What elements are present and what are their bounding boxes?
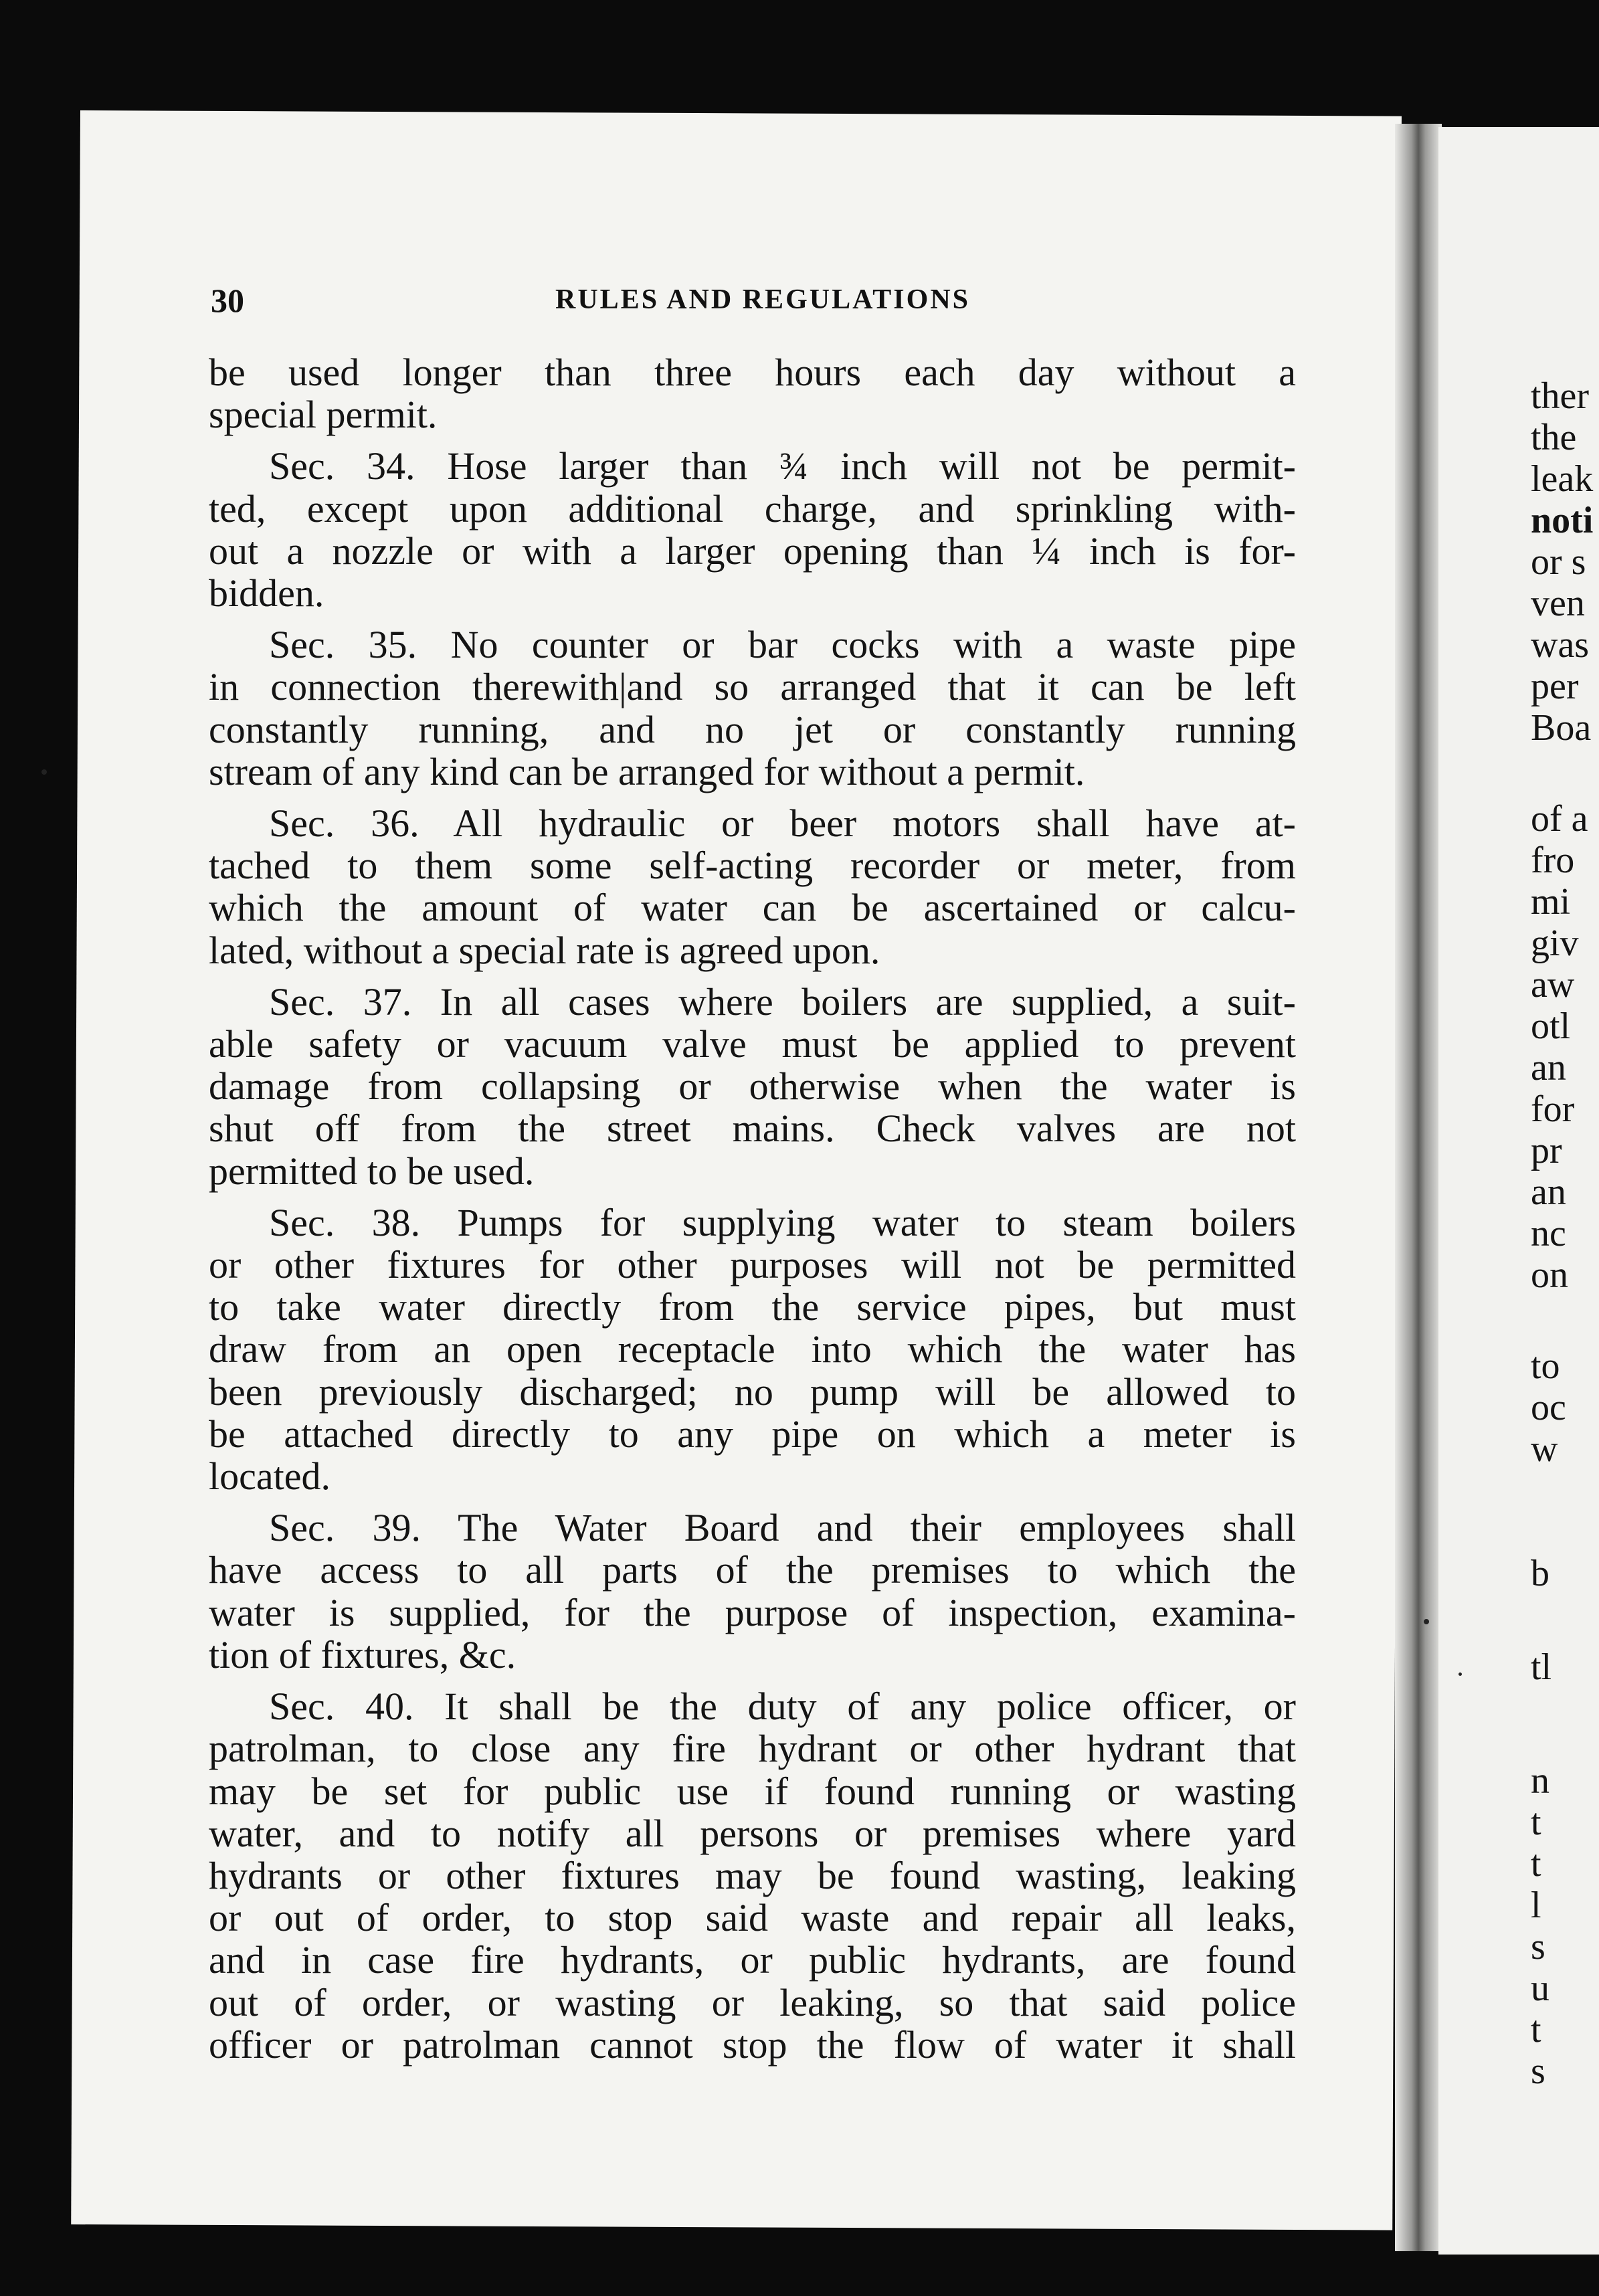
fragment: Boa xyxy=(1531,707,1592,749)
fragment: tl xyxy=(1531,1646,1552,1688)
text-line: in connection therewith|and so arranged that it can be left xyxy=(209,665,1296,709)
fragment: was xyxy=(1531,624,1590,666)
fragment: oc xyxy=(1531,1387,1566,1428)
text-line: to take water directly from the service pipes, but must xyxy=(209,1285,1296,1329)
text-line: water, and to notify all persons or premises where yard xyxy=(209,1811,1296,1855)
fragment: w xyxy=(1531,1428,1558,1470)
fragment: t xyxy=(1531,1802,1541,1843)
fragment: ther xyxy=(1531,375,1590,417)
fragment: mi xyxy=(1531,881,1571,923)
fragment: fro xyxy=(1531,840,1575,881)
text-line: tion of fixtures, &c. xyxy=(209,1632,516,1677)
fragment: s xyxy=(1531,1926,1545,1968)
fragment: an xyxy=(1531,1047,1566,1088)
text-line: lated, without a special rate is agreed upon. xyxy=(209,928,880,972)
fragment: pr xyxy=(1531,1130,1562,1171)
text-line: ted, except upon additional charge, and sprinkling with- xyxy=(209,486,1296,531)
scan-speck xyxy=(1459,1672,1462,1676)
text-line: hydrants or other fixtures may be found wasting, leaking xyxy=(209,1853,1296,1897)
text-line: have access to all parts of the premises to which the xyxy=(209,1548,1296,1592)
text-line: be used longer than three hours each day without a xyxy=(209,351,1296,394)
text-line: damage from collapsing or otherwise when the water is xyxy=(209,1064,1296,1109)
section-36-line: Sec. 36. All hydraulic or beer motors shall have at- xyxy=(269,801,1296,846)
fragment: ven xyxy=(1531,583,1585,624)
text-line: permitted to be used. xyxy=(209,1149,535,1193)
section-34-line: Sec. 34. Hose larger than ¾ inch will not be permit- xyxy=(269,444,1296,488)
section-37-line: Sec. 37. In all cases where boilers are supplied, a suit- xyxy=(269,979,1296,1024)
text-line: or other fixtures for other purposes will not be permitted xyxy=(209,1243,1296,1287)
text-line: out of order, or wasting or leaking, so that said police xyxy=(209,1980,1296,2024)
fragment: per xyxy=(1531,666,1579,707)
book-gutter xyxy=(1395,124,1442,2251)
scan-speck xyxy=(1424,1619,1429,1624)
fragment: s xyxy=(1531,2050,1545,2092)
running-head xyxy=(130,281,1268,321)
fragment: for xyxy=(1531,1088,1575,1130)
text-line: be attached directly to any pipe on which a meter is xyxy=(209,1412,1296,1456)
section-38-line: Sec. 38. Pumps for supplying water to steam boilers xyxy=(269,1200,1296,1244)
scan-speck xyxy=(41,769,47,775)
fragment: to xyxy=(1531,1345,1560,1387)
text-line: may be set for public use if found running or wasting xyxy=(209,1769,1296,1813)
running-title: RULES AND REGULATIONS xyxy=(555,284,971,315)
fragment: or s xyxy=(1531,541,1586,583)
text-line: water is supplied, for the purpose of inspection, examina- xyxy=(209,1590,1296,1634)
text-line: officer or patrolman cannot stop the flow of water it shall xyxy=(209,2022,1296,2067)
fragment: otl xyxy=(1531,1006,1571,1047)
body-text xyxy=(209,351,1296,2066)
text-line: stream of any kind can be arranged for without a permit. xyxy=(209,749,1085,793)
page-number: 30 xyxy=(211,282,244,319)
fragment: on xyxy=(1531,1254,1568,1296)
text-line: out a nozzle or with a larger opening than ¼ inch is for- xyxy=(209,529,1296,573)
fragment: nc xyxy=(1531,1213,1566,1254)
fragment: the xyxy=(1531,417,1577,458)
fragment: n xyxy=(1531,1760,1549,1802)
text-line: special permit. xyxy=(209,393,438,437)
fragment: t xyxy=(1531,1843,1541,1885)
text-line: able safety or vacuum valve must be applied to prevent xyxy=(209,1022,1296,1066)
fragment: l xyxy=(1531,1885,1541,1926)
section-40-line: Sec. 40. It shall be the duty of any police officer, or xyxy=(269,1685,1296,1729)
fragment: t xyxy=(1531,2009,1541,2050)
fragment: u xyxy=(1531,1968,1549,2009)
fragment: b xyxy=(1531,1553,1549,1594)
fragment: leak xyxy=(1531,458,1594,500)
text-line: draw from an open receptacle into which the water has xyxy=(209,1327,1296,1371)
text-line: which the amount of water can be ascertained or calcu- xyxy=(209,886,1296,930)
fragment: noti xyxy=(1531,500,1594,541)
section-35-line: Sec. 35. No counter or bar cocks with a waste pipe xyxy=(269,623,1296,667)
text-line: constantly running, and no jet or constantly running xyxy=(209,707,1296,751)
text-line: or out of order, to stop said waste and repair all leaks, xyxy=(209,1896,1296,1940)
text-line: tached to them some self-acting recorder or meter, from xyxy=(209,844,1296,888)
fragment: an xyxy=(1531,1171,1566,1213)
fragment: of a xyxy=(1531,798,1588,840)
text-line: shut off from the street mains. Check valves are not xyxy=(209,1107,1296,1151)
text-line: located. xyxy=(209,1454,331,1499)
fragment: giv xyxy=(1531,923,1579,964)
section-39-line: Sec. 39. The Water Board and their employees shall xyxy=(269,1506,1296,1550)
text-line: patrolman, to close any fire hydrant or other hydrant that xyxy=(209,1727,1296,1771)
text-line: been previously discharged; no pump will be allowed to xyxy=(209,1369,1296,1414)
fragment: aw xyxy=(1531,964,1575,1006)
text-line: bidden. xyxy=(209,571,324,615)
text-line: and in case fire hydrants, or public hydrants, are found xyxy=(209,1938,1296,1982)
